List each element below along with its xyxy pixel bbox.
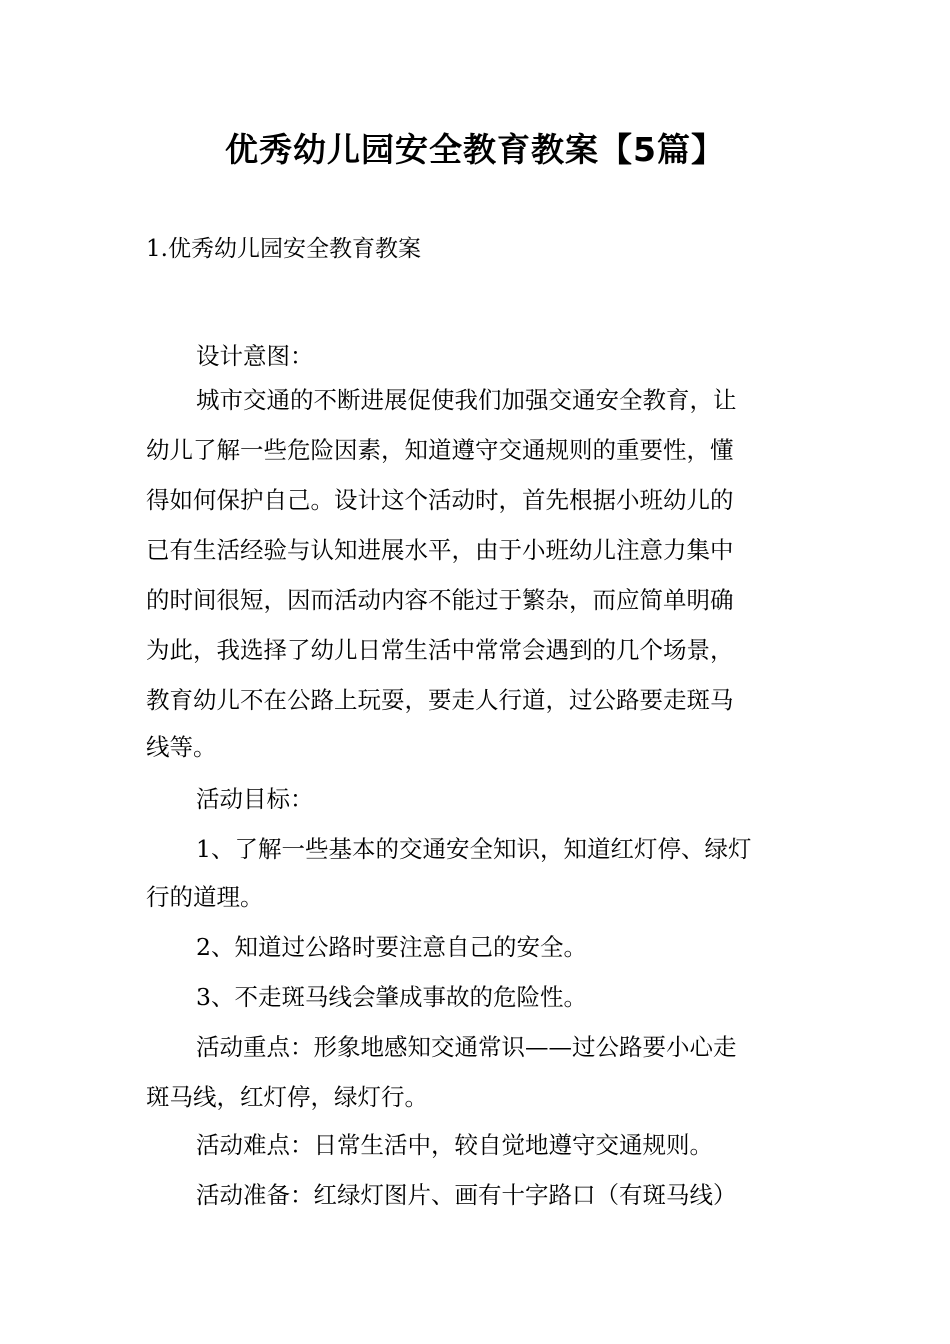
section-heading: 1.优秀幼儿园安全教育教案 bbox=[146, 236, 421, 262]
document-title: 优秀幼儿园安全教育教案【5篇】 bbox=[225, 130, 725, 169]
paragraph-key-point: 活动重点：形象地感知交通常识——过公路要小心走 bbox=[196, 1033, 737, 1061]
list-item: 1、了解一些基本的交通安全知识，知道红灯停、绿灯 bbox=[196, 835, 752, 863]
paragraph-preparation: 活动准备：红绿灯图片、画有十字路口（有斑马线） bbox=[196, 1181, 737, 1209]
paragraph-line: 线等。 bbox=[146, 733, 217, 761]
paragraph-line: 为此，我选择了幼儿日常生活中常常会遇到的几个场景， bbox=[146, 636, 734, 664]
paragraph-line: 幼儿了解一些危险因素，知道遵守交通规则的重要性，懂 bbox=[146, 436, 734, 464]
paragraph-line: 已有生活经验与认知进展水平，由于小班幼儿注意力集中 bbox=[146, 536, 734, 564]
paragraph-design-intent-label: 设计意图： bbox=[196, 342, 314, 370]
paragraph-line: 的时间很短，因而活动内容不能过于繁杂，而应简单明确 bbox=[146, 586, 734, 614]
paragraph-line: 得如何保护自己。设计这个活动时，首先根据小班幼儿的 bbox=[146, 486, 734, 514]
paragraph-line: 教育幼儿不在公路上玩耍，要走人行道，过公路要走斑马 bbox=[146, 686, 734, 714]
paragraph-line: 城市交通的不断进展促使我们加强交通安全教育，让 bbox=[196, 386, 737, 414]
list-item: 2、知道过公路时要注意自己的安全。 bbox=[196, 933, 587, 961]
list-item-continuation: 行的道理。 bbox=[146, 883, 264, 911]
list-item: 3、不走斑马线会肇成事故的危险性。 bbox=[196, 983, 587, 1011]
paragraph-line: 斑马线，红灯停，绿灯行。 bbox=[146, 1083, 428, 1111]
paragraph-difficulty: 活动难点：日常生活中，较自觉地遵守交通规则。 bbox=[196, 1131, 713, 1159]
paragraph-goals-label: 活动目标： bbox=[196, 785, 314, 813]
